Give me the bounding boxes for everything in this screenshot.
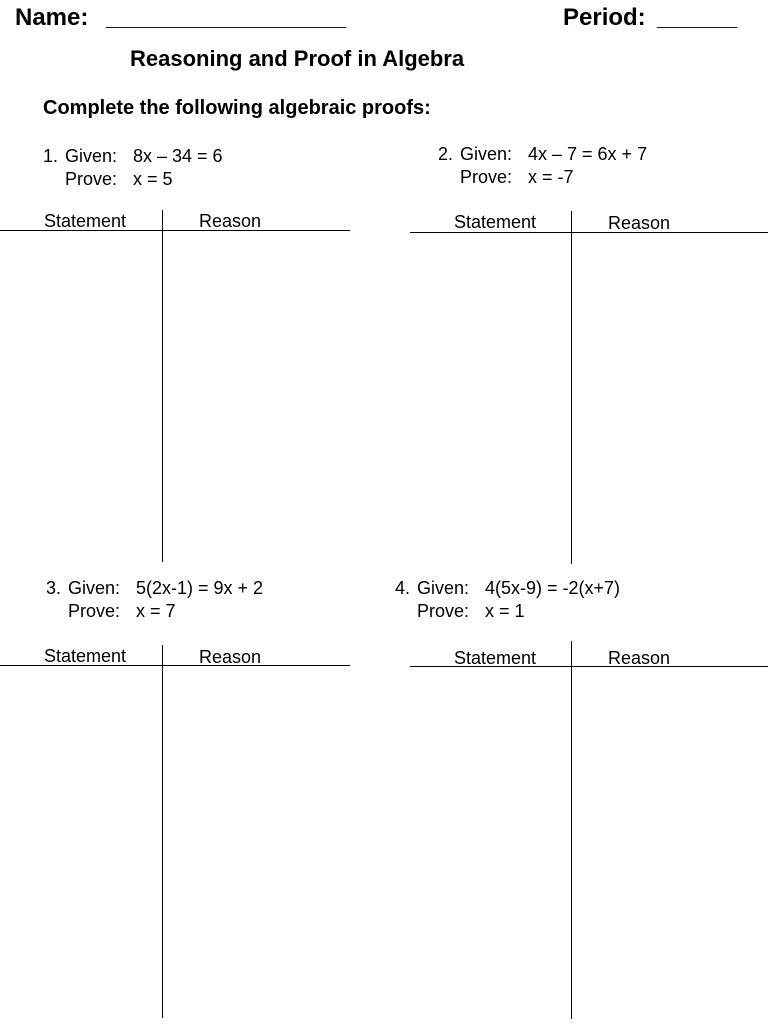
prove-statement: x = 7 [136,601,176,621]
t-chart-1-horizontal-line [0,230,350,231]
instructions: Complete the following algebraic proofs: [43,97,431,119]
given-label: Given: [460,144,513,164]
t-chart-2-horizontal-line [410,232,768,233]
prove-statement: x = -7 [528,167,574,187]
t-chart-4-horizontal-line [410,666,768,667]
t-chart-3-reason-area[interactable] [164,667,350,1018]
period-label: Period: [563,4,646,31]
statement-header: Statement [44,211,127,231]
given-equation: 4(5x-9) = -2(x+7) [485,578,621,598]
prove-label: Prove: [65,169,118,189]
t-chart-1-statement-area[interactable] [0,232,162,562]
reason-header: Reason [608,213,671,233]
reason-header: Reason [199,647,262,667]
given-label: Given: [68,578,121,598]
problem-number: 3. [46,578,62,598]
given-label: Given: [65,146,118,166]
t-chart-1-reason-area[interactable] [164,232,350,562]
prove-label: Prove: [460,167,513,187]
prove-statement: x = 5 [133,169,173,189]
problem-2 [438,143,647,189]
problem-3 [46,577,263,623]
given-equation: 5(2x-1) = 9x + 2 [136,578,264,598]
t-chart-4-reason-area[interactable] [573,668,768,1018]
prove-label: Prove: [68,601,121,621]
problem-4 [395,577,620,623]
t-chart-3-statement-area[interactable] [0,667,162,1018]
given-label: Given: [417,578,470,598]
given-equation: 4x – 7 = 6x + 7 [528,144,648,164]
statement-header: Statement [454,648,537,668]
worksheet-title: Reasoning and Proof in Algebra [130,46,465,71]
reason-header: Reason [608,648,671,668]
t-chart-3-vertical-line [162,645,163,1018]
t-chart-3-horizontal-line [0,665,350,666]
statement-header: Statement [454,212,537,232]
t-chart-1-vertical-line [162,210,163,562]
problem-number: 1. [43,146,59,166]
name-blank[interactable]: __________________ [106,4,347,31]
prove-label: Prove: [417,601,470,621]
period-blank[interactable]: ______ [657,4,738,31]
problem-1 [43,145,223,191]
t-chart-2-reason-area[interactable] [573,234,768,564]
t-chart-2-vertical-line [571,211,572,564]
name-label: Name: [15,4,89,31]
given-equation: 8x – 34 = 6 [133,146,223,166]
prove-statement: x = 1 [485,601,525,621]
t-chart-4-statement-area[interactable] [410,668,571,1018]
statement-header: Statement [44,646,127,666]
reason-header: Reason [199,211,262,231]
t-chart-4-vertical-line [571,641,572,1019]
t-chart-2-statement-area[interactable] [410,234,571,564]
problem-number: 4. [395,578,411,598]
problem-number: 2. [438,144,454,164]
